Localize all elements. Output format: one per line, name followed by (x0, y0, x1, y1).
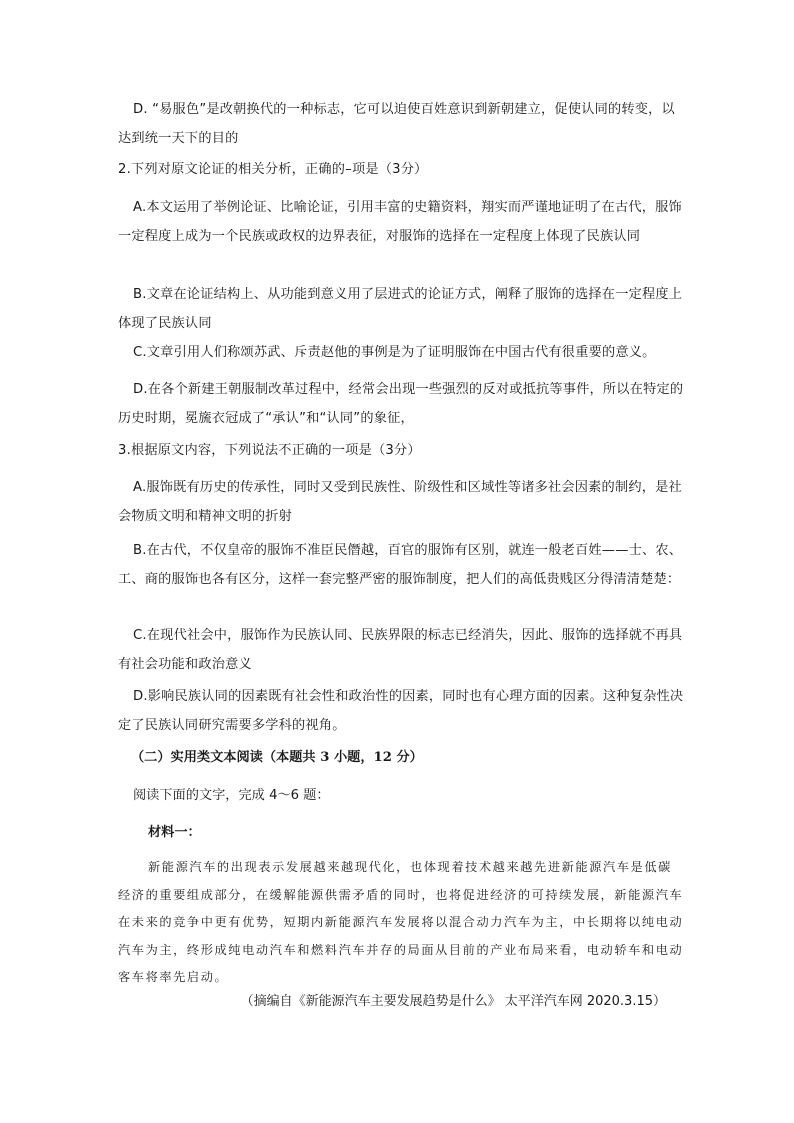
q3-option-b: B.在古代，不仅皇帝的服饰不准臣民僭越，百官的服饰有区别，就连一般老百姓——士、农、工、商的服饰也各有区分，这样一套完整严密的服饰制度，把人们的高低贵贱区分得清清楚楚： (118, 543, 683, 587)
q3-option-a: A.服饰既有历史的传承性，同时又受到民族性、阶级性和区域性等诸多社会因素的制约，是社会物质文明和精神文明的折射 (118, 480, 682, 524)
q2-option-a: A.本文运用了举例论证、比喻论证，引用丰富的史籍资料，翔实而严谨地证明了在古代，服饰一定程度上成为一个民族或政权的边界表征，对服饰的选择在一定程度上体现了民族认同 (118, 200, 682, 244)
section-instructions: 阅读下面的文字，完成 4～6 题： (133, 788, 330, 803)
q2-stem: 2.下列对原文论证的相关分析，正确的–项是（3分） (118, 162, 428, 177)
material-one-source: （摘编自《新能源汽车主要发展趋势是什么》 太平洋汽车网 2020.3.15） (240, 994, 666, 1009)
q1-option-d: D. “易服色”是改朝换代的一种标志，它可以迫使百姓意识到新朝建立，促使认同的转变，以达到统一天下的目的 (118, 102, 675, 146)
q2-option-b: B.文章在论证结构上、从功能到意义用了层进式的论证方式，阐释了服饰的选择在一定程度上体现了民族认同 (118, 287, 683, 331)
q2-option-c: C.文章引用人们称颂苏武、斥责赵他的事例是为了证明服饰在中国古代有很重要的意义。 (133, 345, 656, 360)
q3-option-c: C.在现代社会中，服饰作为民族认同、民族界限的标志已经消失，因此、服饰的选择就不再具有社会功能和政治意义 (118, 628, 683, 672)
material-one-passage: 新能源汽车的出现表示发展越来越现代化，也体现着技术越来越先进新能源汽车是低碳经济的重要组成部分，在缓解能源供需矛盾的同时，也将促进经济的可持续发展，新能源汽车在未来的竞争中更有优势，短期内新能源汽车发展将以混合动力汽车为主，中长期将以纯电动汽车为主，终形成纯电动汽车和燃料汽车并存的局面从目前的产业布局来看，电动轿车和电动客车将率先启动。 (118, 860, 684, 984)
q3-option-d: D.影响民族认同的因素既有社会性和政治性的因素，同时也有心理方面的因素。这种复杂性决定了民族认同研究需要多学科的视角。 (118, 689, 684, 733)
section-title: （二）实用类文本阅读（本题共 3 小题，12 分） (131, 750, 423, 765)
q3-stem: 3.根据原文内容，下列说法不正确的一项是（3分） (118, 443, 421, 458)
q2-option-d: D.在各个新建王朝服制改革过程中，经常会出现一些强烈的反对或抵抗等事件，所以在特定的历史时期，冕旒衣冠成了“承认”和“认同”的象征， (118, 382, 684, 426)
material-one-label: 材料一： (148, 825, 201, 840)
